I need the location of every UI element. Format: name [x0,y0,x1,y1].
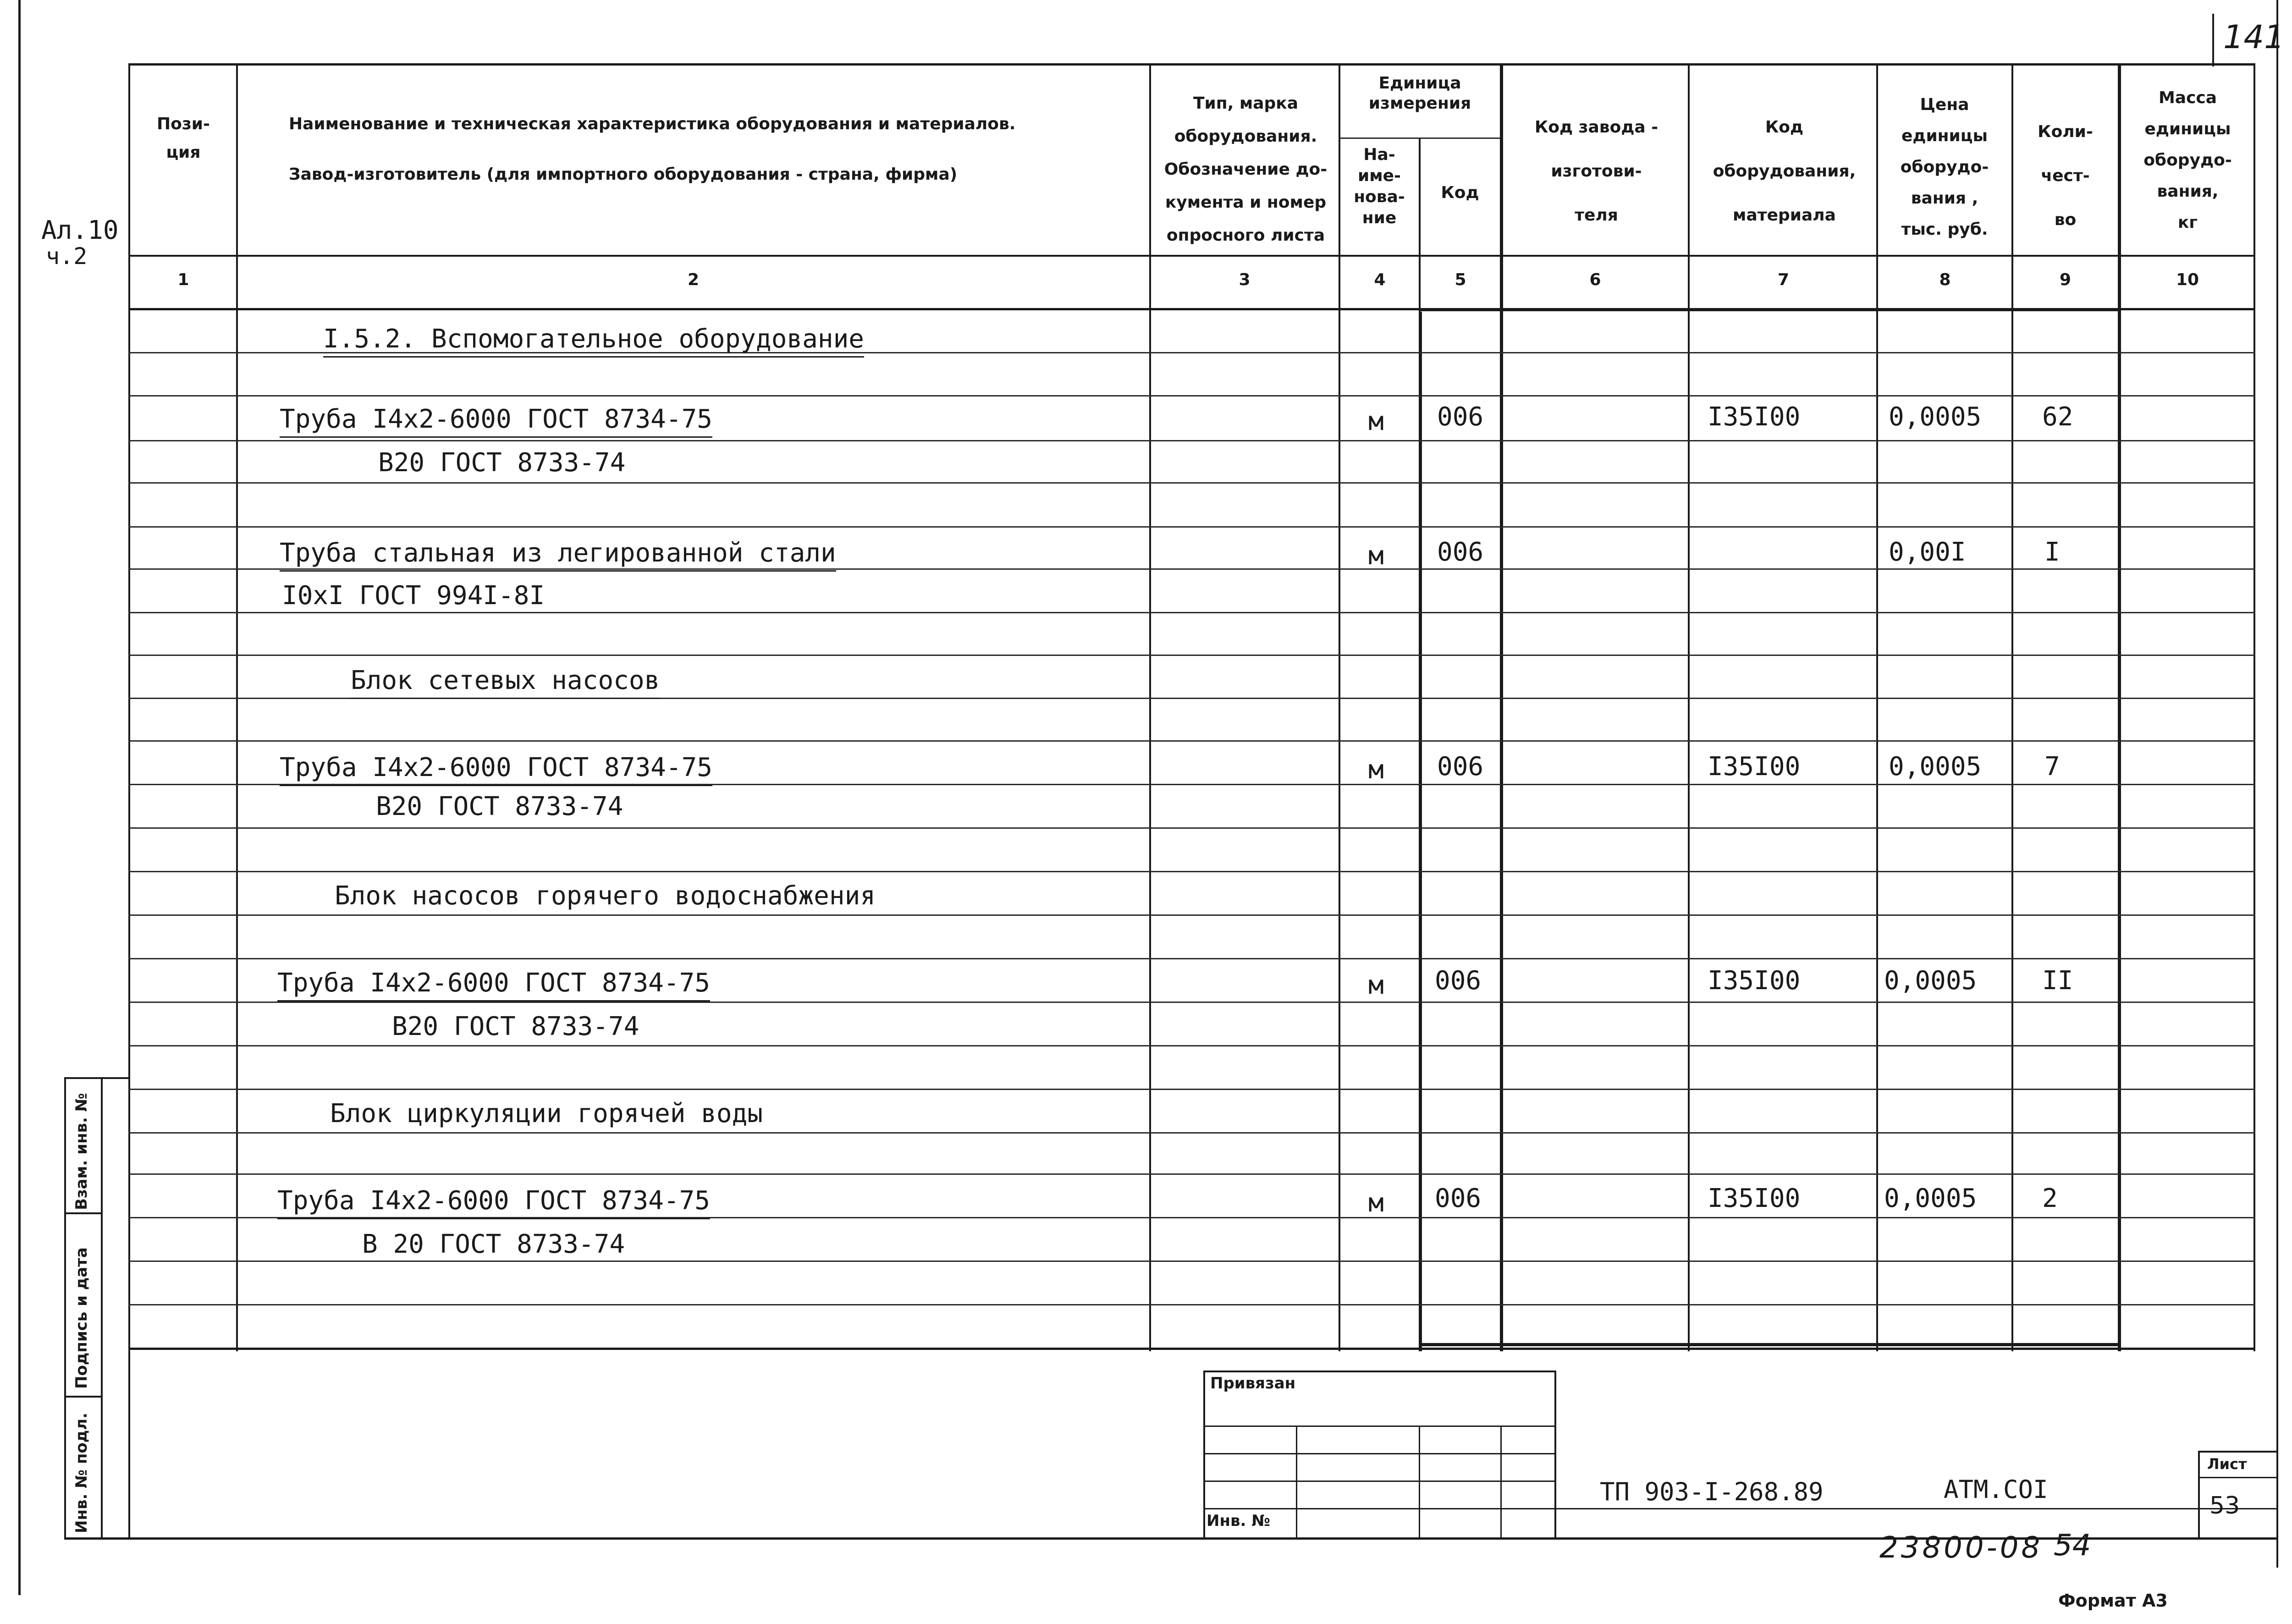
row-line [128,1002,2255,1003]
row5-name: Труба I4x2-6000 ГОСТ 8734-75 [277,1185,710,1219]
row1-unit: м [1368,407,1384,436]
block-title-network-pumps: Блок сетевых насосов [351,665,660,699]
header-position: Пози- ция [157,115,210,162]
col-line-5 [1500,63,1503,1351]
col-number-8: 8 [1939,270,1951,289]
doc-code: ТП 903-I-268.89 [1600,1477,1824,1506]
row3-unit-code: 006 [1437,752,1484,782]
row2-name: Труба стальная из легированной стали [280,537,836,572]
row3-unit: м [1368,755,1384,785]
row1-name-line2: В20 ГОСТ 8733-74 [378,448,626,478]
row2-name-line2: I0xI ГОСТ 994I-8I [282,581,545,611]
thick-box-bottom [1419,1343,2121,1346]
header-unit-name: На- име- нова- ние [1354,145,1405,227]
row-line [128,958,2255,959]
header-bottom-line [128,255,2255,257]
header-type: Тип, марка оборудования. Обозначение до- кумента и номер опросного листа [1164,94,1328,245]
row4-unit: м [1368,970,1384,1000]
header-quantity: Коли- чест- во [2038,122,2093,229]
col-line-10 [2253,63,2255,1351]
row1-unit-code: 006 [1437,402,1484,432]
col-line-4 [1419,138,1421,313]
row-line [128,440,2255,441]
row-line [128,1304,2255,1305]
row-line [128,612,2255,613]
page-corner-number: 141 [2223,18,2285,56]
col-number-3: 3 [1239,270,1251,289]
row3-name-line2: В20 ГОСТ 8733-74 [376,792,623,821]
col-line-4-thick [1419,312,1422,1351]
header-unit-code: Код [1441,183,1479,202]
row-line [128,482,2255,484]
stamp-label-replacement: Взам. инв. № [72,1093,91,1210]
row-line [128,1045,2255,1046]
row1-name: Труба I4x2-6000 ГОСТ 8734-75 [280,403,712,438]
row3-quantity: 7 [2044,752,2060,782]
col-line-6 [1688,63,1690,1351]
archive-page: 54 [2054,1529,2091,1563]
row1-material-code: I35I00 [1708,402,1801,432]
row3-price: 0,0005 [1889,752,1982,782]
col-number-1: 1 [177,270,189,289]
table-bottom-line [128,1348,2255,1350]
format-label: Формат А3 [2058,1591,2168,1611]
row-line [128,1132,2255,1134]
row5-material-code: I35I00 [1708,1184,1801,1213]
col-line-3 [1339,63,1340,1351]
stamp-inv-no: Инв. № [1207,1512,1271,1530]
album-label: Ал.10 [41,215,119,245]
row2-price: 0,00I [1889,537,1966,567]
header-name-line2: Завод-изготовитель (для импортного оборудования - страна, фирма) [289,165,958,184]
list-label: Лист [2207,1455,2247,1473]
header-name-line1: Наименование и техническая характеристика оборудования и материалов. [289,115,1016,133]
header-price: Цена единицы оборудо- вания , тыс. руб. [1900,95,1989,239]
col-number-2: 2 [687,270,700,289]
row-line [128,655,2255,656]
row5-price: 0,0005 [1884,1184,1977,1213]
sheet-code: АТМ.СОI [1944,1475,2048,1504]
row4-unit-code: 006 [1435,966,1482,996]
row4-name: Труба I4x2-6000 ГОСТ 8734-75 [277,967,710,1002]
stamp-label-signature: Подпись и дата [72,1247,91,1389]
header-unit: Единица измерения [1368,74,1471,113]
stamp-privyazan: Привязан [1210,1374,1296,1393]
row-line [128,1261,2255,1262]
block-title-hot-water-circulation: Блок циркуляции горячей воды [330,1099,763,1129]
corner-box-left [2212,14,2214,66]
part-label: ч.2 [46,243,88,270]
row-line [128,740,2255,742]
row-line [128,395,2255,396]
col-line-9 [2118,63,2121,1351]
col-line-8 [2011,63,2013,1351]
table-top-line [128,63,2255,66]
thick-box-top [1419,308,2121,311]
col-number-5: 5 [1455,270,1466,289]
row-line [128,526,2255,528]
row4-quantity: II [2042,966,2073,996]
row5-unit-code: 006 [1435,1184,1482,1213]
archive-number: 23800-08 [1879,1531,2043,1565]
title-block [1203,1371,2278,1538]
row3-name: Труба I4x2-6000 ГОСТ 8734-75 [280,752,712,786]
row1-price: 0,0005 [1889,402,1982,432]
row4-price: 0,0005 [1884,966,1977,996]
row4-material-code: I35I00 [1708,966,1801,996]
col-number-10: 10 [2176,270,2199,289]
row-line [128,1173,2255,1175]
col-line-1 [236,63,238,1351]
header-material-code: Код оборудования, материала [1713,118,1856,225]
header-mass: Масса единицы оборудо- вания, кг [2143,88,2232,232]
header-factory-code: Код завода - изготови- теля [1534,118,1658,225]
row-line [128,871,2255,872]
section-title: I.5.2. Вспомогательное оборудование [323,323,864,358]
row5-name-line2: В 20 ГОСТ 8733-74 [362,1229,625,1259]
row2-unit: м [1368,541,1384,571]
col-number-4: 4 [1374,270,1386,289]
col-number-7: 7 [1777,270,1790,289]
col-number-9: 9 [2059,270,2072,289]
stamp-label-inventory: Инв. № подл. [72,1412,91,1533]
row5-unit: м [1368,1188,1384,1218]
row5-quantity: 2 [2042,1184,2058,1213]
list-number: 53 [2209,1492,2240,1519]
col-line-0 [128,63,130,1539]
row1-quantity: 62 [2042,402,2073,432]
row3-material-code: I35I00 [1708,752,1801,782]
row4-name-line2: В20 ГОСТ 8733-74 [392,1012,639,1041]
col-number-6: 6 [1589,270,1601,289]
row-line [128,827,2255,829]
col-line-7 [1876,63,1878,1351]
block-title-hot-water-pumps: Блок насосов горячего водоснабжения [335,881,876,911]
left-border-line [18,0,21,1595]
row-line [128,1089,2255,1090]
col-line-2 [1149,63,1151,1351]
row2-quantity: I [2044,537,2060,567]
row2-unit-code: 006 [1437,537,1484,567]
row-line [128,914,2255,916]
right-border-line [2276,0,2278,1568]
